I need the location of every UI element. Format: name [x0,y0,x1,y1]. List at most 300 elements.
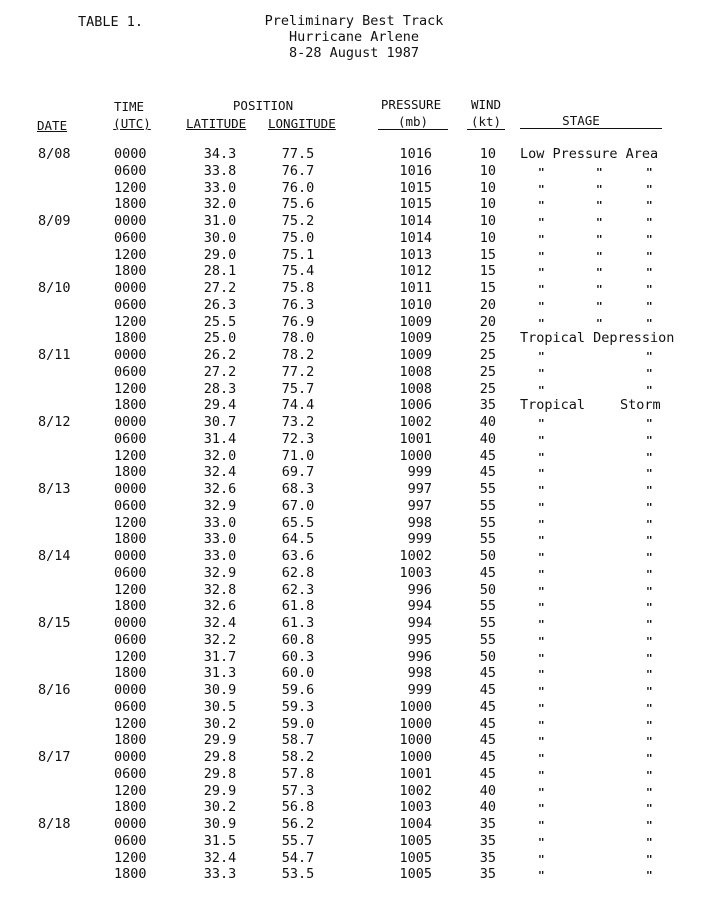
ditto-mark: " [538,417,545,430]
wind-cell: 55 [479,598,496,614]
ditto-mark: " [646,266,653,279]
date-cell: 8/17 [38,749,71,765]
time-cell: 0000 [114,816,147,832]
longitude-cell: 65.5 [281,515,315,531]
longitude-cell: 56.8 [281,799,315,815]
ditto-mark: " [538,685,545,698]
longitude-cell: 59.0 [281,716,315,732]
longitude-cell: 76.9 [281,314,315,330]
title-line-1: Preliminary Best Track [264,13,444,29]
ditto-mark: " [646,283,653,296]
wind-cell: 25 [479,347,496,363]
latitude-cell: 32.0 [203,196,237,212]
longitude-cell: 75.1 [281,247,315,263]
pressure-cell: 1016 [399,146,432,162]
ditto-mark: " [596,233,603,246]
pressure-cell: 998 [407,515,432,531]
ditto-mark: " [646,367,653,380]
ditto-mark: " [646,250,653,263]
latitude-cell: 30.0 [203,230,237,246]
ditto-mark: " [646,467,653,480]
pressure-cell: 1014 [399,213,432,229]
pressure-cell: 1000 [399,448,432,464]
ditto-mark: " [538,836,545,849]
wind-cell: 45 [479,448,496,464]
pressure-cell: 994 [407,615,432,631]
pressure-cell: 996 [407,649,432,665]
longitude-cell: 77.5 [281,146,315,162]
ditto-mark: " [646,719,653,732]
latitude-cell: 25.5 [203,314,237,330]
wind-cell: 55 [479,531,496,547]
latitude-cell: 32.4 [203,850,237,866]
pressure-cell: 1008 [399,364,432,380]
longitude-cell: 61.3 [281,615,315,631]
latitude-cell: 29.8 [203,749,237,765]
latitude-cell: 32.6 [203,481,237,497]
title-line-2: Hurricane Arlene [288,29,420,45]
pressure-cell: 1014 [399,230,432,246]
wind-cell: 45 [479,682,496,698]
longitude-cell: 76.3 [281,297,315,313]
longitude-cell: 62.8 [281,565,315,581]
ditto-mark: " [646,802,653,815]
ditto-mark: " [596,283,603,296]
date-cell: 8/16 [38,682,71,698]
wind-cell: 45 [479,732,496,748]
longitude-header: LONGITUDE [268,116,336,131]
ditto-mark: " [538,601,545,614]
pressure-cell: 1000 [399,732,432,748]
pressure-cell: 999 [407,682,432,698]
position-header: POSITION [232,98,294,113]
latitude-cell: 30.7 [203,414,237,430]
ditto-mark: " [646,786,653,799]
longitude-cell: 75.7 [281,381,315,397]
ditto-mark: " [646,752,653,765]
time-cell: 1200 [114,582,147,598]
pressure-cell: 1000 [399,716,432,732]
time-cell: 0600 [114,699,147,715]
pressure-cell: 1015 [399,196,432,212]
ditto-mark: " [538,735,545,748]
time-cell: 0600 [114,766,147,782]
latitude-cell: 32.4 [203,464,237,480]
latitude-cell: 25.0 [203,330,237,346]
ditto-mark: " [538,752,545,765]
longitude-cell: 53.5 [281,866,315,882]
ditto-mark: " [538,367,545,380]
wind-cell: 25 [479,330,496,346]
longitude-cell: 72.3 [281,431,315,447]
time-cell: 1800 [114,330,147,346]
wind-cell: 25 [479,364,496,380]
wind-cell: 25 [479,381,496,397]
ditto-mark: " [538,668,545,681]
ditto-mark: " [538,719,545,732]
longitude-cell: 61.8 [281,598,315,614]
ditto-mark: " [538,451,545,464]
ditto-mark: " [646,568,653,581]
longitude-cell: 78.0 [281,330,315,346]
ditto-mark: " [538,534,545,547]
latitude-cell: 32.4 [203,615,237,631]
ditto-mark: " [646,836,653,849]
longitude-cell: 75.2 [281,213,315,229]
ditto-mark: " [538,283,545,296]
wind-cell: 40 [479,414,496,430]
longitude-cell: 73.2 [281,414,315,430]
latitude-cell: 31.0 [203,213,237,229]
utc-header: (UTC) [113,116,151,131]
longitude-cell: 59.3 [281,699,315,715]
ditto-mark: " [646,869,653,882]
longitude-cell: 64.5 [281,531,315,547]
longitude-cell: 60.8 [281,632,315,648]
date-cell: 8/13 [38,481,71,497]
latitude-cell: 33.0 [203,531,237,547]
pressure-header: PRESSURE [380,97,442,112]
wind-cell: 10 [479,146,496,162]
longitude-cell: 76.7 [281,163,315,179]
ditto-mark: " [646,317,653,330]
stage-header: STAGE [562,113,600,128]
ditto-mark: " [646,300,653,313]
ditto-mark: " [538,250,545,263]
pressure-cell: 997 [407,481,432,497]
pressure-cell: 1003 [399,799,432,815]
latitude-cell: 33.8 [203,163,237,179]
ditto-mark: " [646,501,653,514]
longitude-cell: 57.8 [281,766,315,782]
latitude-cell: 32.9 [203,565,237,581]
ditto-mark: " [596,250,603,263]
wind-cell: 55 [479,632,496,648]
date-cell: 8/15 [38,615,71,631]
time-cell: 0000 [114,615,147,631]
ditto-mark: " [538,467,545,480]
longitude-cell: 56.2 [281,816,315,832]
time-cell: 0600 [114,498,147,514]
time-cell: 0000 [114,146,147,162]
latitude-cell: 29.0 [203,247,237,263]
wind-cell: 45 [479,665,496,681]
ditto-mark: " [596,183,603,196]
latitude-cell: 30.2 [203,799,237,815]
ditto-mark: " [596,266,603,279]
wind-cell: 20 [479,297,496,313]
pressure-cell: 1002 [399,548,432,564]
latitude-cell: 30.9 [203,816,237,832]
ditto-mark: " [646,618,653,631]
pressure-cell: 1004 [399,816,432,832]
ditto-mark: " [596,300,603,313]
date-cell: 8/10 [38,280,71,296]
longitude-cell: 59.6 [281,682,315,698]
pressure-cell: 1001 [399,431,432,447]
time-cell: 0000 [114,213,147,229]
pressure-cell: 1010 [399,297,432,313]
time-cell: 0600 [114,297,147,313]
time-cell: 1800 [114,799,147,815]
wind-cell: 10 [479,230,496,246]
title-line-3: 8-28 August 1987 [288,45,420,61]
time-cell: 0600 [114,230,147,246]
time-cell: 0000 [114,682,147,698]
longitude-cell: 75.4 [281,263,315,279]
ditto-mark: " [596,166,603,179]
ditto-mark: " [646,601,653,614]
pressure-cell: 1015 [399,180,432,196]
latitude-cell: 33.0 [203,180,237,196]
time-cell: 0600 [114,163,147,179]
longitude-cell: 62.3 [281,582,315,598]
time-cell: 1800 [114,464,147,480]
pressure-cell: 997 [407,498,432,514]
longitude-cell: 63.6 [281,548,315,564]
ditto-mark: " [646,183,653,196]
pressure-cell: 995 [407,632,432,648]
date-cell: 8/18 [38,816,71,832]
pressure-cell: 1016 [399,163,432,179]
ditto-mark: " [646,735,653,748]
longitude-cell: 57.3 [281,783,315,799]
stage-cell: Low Pressure Area [520,146,659,162]
time-cell: 1200 [114,180,147,196]
latitude-cell: 29.4 [203,397,237,413]
ditto-mark: " [646,585,653,598]
ditto-mark: " [538,199,545,212]
ditto-mark: " [646,635,653,648]
ditto-mark: " [538,652,545,665]
wind-cell: 55 [479,515,496,531]
latitude-cell: 26.3 [203,297,237,313]
ditto-mark: " [646,518,653,531]
latitude-cell: 28.1 [203,263,237,279]
latitude-cell: 28.3 [203,381,237,397]
pressure-cell: 1005 [399,850,432,866]
ditto-mark: " [538,216,545,229]
time-cell: 1800 [114,598,147,614]
date-cell: 8/14 [38,548,71,564]
wind-cell: 10 [479,163,496,179]
latitude-cell: 33.0 [203,548,237,564]
wind-cell: 55 [479,615,496,631]
latitude-cell: 34.3 [203,146,237,162]
longitude-cell: 68.3 [281,481,315,497]
ditto-mark: " [538,585,545,598]
longitude-cell: 71.0 [281,448,315,464]
wind-cell: 40 [479,783,496,799]
ditto-mark: " [646,685,653,698]
wind-cell: 10 [479,213,496,229]
time-cell: 1800 [114,866,147,882]
longitude-cell: 58.2 [281,749,315,765]
ditto-mark: " [646,819,653,832]
latitude-cell: 29.9 [203,732,237,748]
ditto-mark: " [538,802,545,815]
ditto-mark: " [646,652,653,665]
longitude-cell: 60.3 [281,649,315,665]
ditto-mark: " [538,819,545,832]
ditto-mark: " [596,317,603,330]
longitude-cell: 74.4 [281,397,315,413]
ditto-mark: " [646,484,653,497]
longitude-cell: 75.0 [281,230,315,246]
ditto-mark: " [538,501,545,514]
ditto-mark: " [646,350,653,363]
time-cell: 0600 [114,364,147,380]
ditto-mark: " [646,769,653,782]
wind-cell: 50 [479,582,496,598]
time-cell: 0600 [114,833,147,849]
ditto-mark: " [538,786,545,799]
pressure-cell: 1009 [399,314,432,330]
wind-header: WIND [470,97,502,112]
ditto-mark: " [538,518,545,531]
latitude-cell: 27.2 [203,364,237,380]
ditto-mark: " [538,702,545,715]
wind-unit-header: (kt) [470,114,502,129]
pressure-cell: 1002 [399,783,432,799]
longitude-cell: 67.0 [281,498,315,514]
ditto-mark: " [538,266,545,279]
time-cell: 1800 [114,732,147,748]
pressure-cell: 1012 [399,263,432,279]
pressure-cell: 1000 [399,699,432,715]
latitude-cell: 32.0 [203,448,237,464]
ditto-mark: " [646,534,653,547]
ditto-mark: " [646,216,653,229]
ditto-mark: " [646,384,653,397]
wind-cell: 45 [479,699,496,715]
wind-cell: 10 [479,196,496,212]
table-label: TABLE 1. [78,14,144,30]
time-cell: 1200 [114,716,147,732]
ditto-mark: " [538,869,545,882]
pressure-cell: 1000 [399,749,432,765]
time-cell: 0000 [114,481,147,497]
latitude-cell: 32.8 [203,582,237,598]
pressure-cell: 999 [407,531,432,547]
ditto-mark: " [646,166,653,179]
pressure-underline [378,129,448,130]
time-cell: 1200 [114,247,147,263]
latitude-cell: 30.9 [203,682,237,698]
wind-cell: 45 [479,565,496,581]
longitude-cell: 77.2 [281,364,315,380]
wind-cell: 55 [479,481,496,497]
ditto-mark: " [646,417,653,430]
longitude-cell: 75.6 [281,196,315,212]
wind-cell: 35 [479,850,496,866]
ditto-mark: " [538,484,545,497]
ditto-mark: " [646,702,653,715]
longitude-cell: 75.8 [281,280,315,296]
wind-cell: 55 [479,498,496,514]
wind-cell: 15 [479,280,496,296]
stage-cell: Storm [620,397,661,413]
latitude-cell: 31.3 [203,665,237,681]
ditto-mark: " [596,199,603,212]
pressure-cell: 1009 [399,330,432,346]
latitude-cell: 27.2 [203,280,237,296]
time-cell: 1200 [114,314,147,330]
wind-cell: 35 [479,833,496,849]
time-cell: 1200 [114,381,147,397]
date-cell: 8/12 [38,414,71,430]
latitude-cell: 31.4 [203,431,237,447]
date-cell: 8/11 [38,347,71,363]
ditto-mark: " [646,668,653,681]
ditto-mark: " [538,384,545,397]
time-cell: 0000 [114,347,147,363]
pressure-cell: 1006 [399,397,432,413]
time-cell: 0000 [114,749,147,765]
wind-cell: 35 [479,397,496,413]
pressure-cell: 1005 [399,833,432,849]
time-cell: 1800 [114,531,147,547]
latitude-cell: 33.0 [203,515,237,531]
pressure-cell: 1002 [399,414,432,430]
time-header: TIME [113,99,145,114]
longitude-cell: 60.0 [281,665,315,681]
latitude-cell: 29.9 [203,783,237,799]
latitude-cell: 29.8 [203,766,237,782]
date-cell: 8/08 [38,146,71,162]
wind-cell: 45 [479,749,496,765]
wind-cell: 50 [479,649,496,665]
stage-cell: Tropical Depression [520,330,675,346]
latitude-cell: 32.2 [203,632,237,648]
ditto-mark: " [538,618,545,631]
date-header: DATE [37,118,68,133]
ditto-mark: " [538,551,545,564]
pressure-cell: 994 [407,598,432,614]
wind-cell: 15 [479,247,496,263]
ditto-mark: " [646,199,653,212]
ditto-mark: " [538,853,545,866]
pressure-cell: 998 [407,665,432,681]
wind-cell: 35 [479,866,496,882]
pressure-unit-header: (mb) [397,114,429,129]
wind-cell: 45 [479,464,496,480]
time-cell: 1800 [114,397,147,413]
wind-cell: 35 [479,816,496,832]
pressure-cell: 1013 [399,247,432,263]
time-cell: 1200 [114,783,147,799]
time-cell: 1200 [114,515,147,531]
latitude-cell: 33.3 [203,866,237,882]
ditto-mark: " [538,233,545,246]
time-cell: 1200 [114,850,147,866]
wind-cell: 15 [479,263,496,279]
time-cell: 0600 [114,565,147,581]
time-cell: 0600 [114,632,147,648]
wind-cell: 45 [479,716,496,732]
pressure-cell: 1011 [399,280,432,296]
wind-cell: 50 [479,548,496,564]
latitude-cell: 32.9 [203,498,237,514]
latitude-cell: 31.7 [203,649,237,665]
wind-cell: 40 [479,431,496,447]
time-cell: 1200 [114,448,147,464]
wind-cell: 40 [479,799,496,815]
longitude-cell: 58.7 [281,732,315,748]
latitude-cell: 30.2 [203,716,237,732]
wind-cell: 10 [479,180,496,196]
time-cell: 0000 [114,414,147,430]
